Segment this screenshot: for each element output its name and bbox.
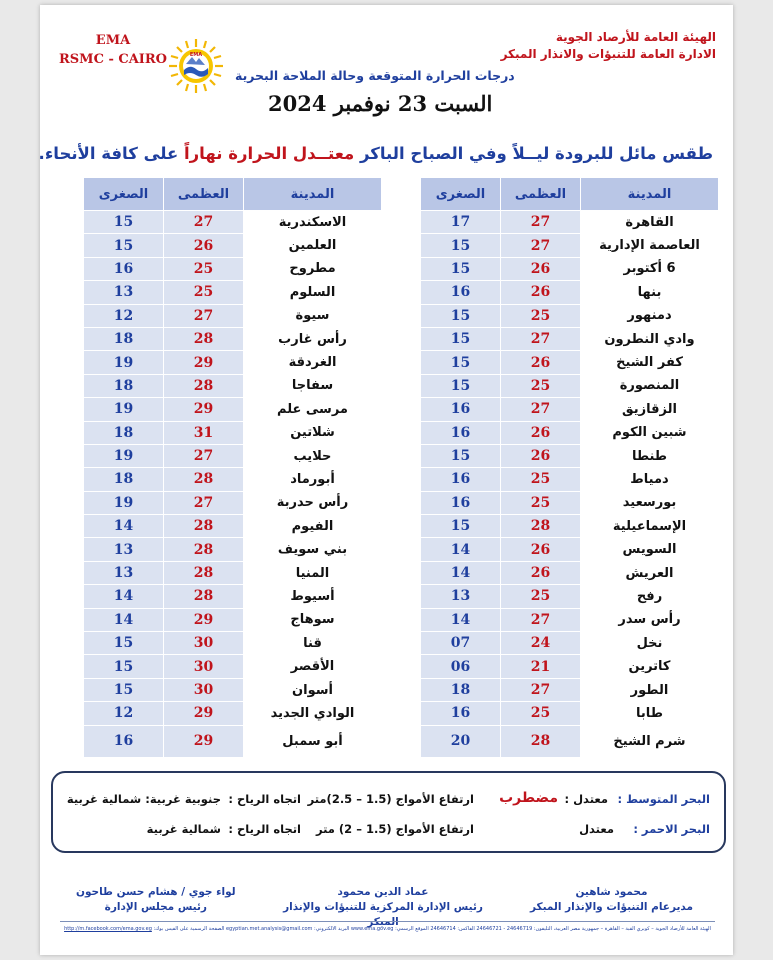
max-temp-cell: 27	[164, 304, 244, 327]
max-temp-cell: 27	[501, 234, 581, 257]
table-row	[421, 444, 719, 467]
max-temp-cell: 27	[501, 398, 581, 421]
max-temp-cell: 26	[501, 351, 581, 374]
max-temp-cell: 27	[164, 444, 244, 467]
table-row	[421, 608, 719, 631]
max-temp-cell: 29	[164, 725, 244, 757]
table-row	[421, 702, 719, 725]
table-row	[421, 327, 719, 350]
max-temp-cell: 30	[164, 655, 244, 678]
footer-contact	[60, 921, 715, 932]
min-temp-cell: 16	[421, 421, 501, 444]
min-temp-cell: 19	[84, 398, 164, 421]
table-row	[84, 257, 382, 280]
city-cell: القاهرة	[581, 211, 719, 234]
max-temp-cell: 27	[501, 211, 581, 234]
med-wind-label: اتجاه الرياح :	[228, 792, 301, 806]
summary-part-2: معتــدل الحرارة نهاراً	[184, 144, 355, 163]
min-temp-cell: 17	[421, 211, 501, 234]
table-row	[84, 468, 382, 491]
red-wind: شمالية غربية	[146, 822, 221, 836]
max-temp-cell: 26	[501, 257, 581, 280]
signature-left-name: لواء جوي / هشام حسن طاحون	[76, 886, 236, 898]
table-row	[84, 632, 382, 655]
red-state: معتدل	[579, 822, 614, 836]
city-cell: الطور	[581, 678, 719, 701]
table-row	[84, 398, 382, 421]
city-cell: الغردقة	[244, 351, 382, 374]
red-sea-line	[53, 822, 724, 844]
min-temp-cell: 16	[421, 491, 501, 514]
max-temp-cell: 26	[164, 234, 244, 257]
table-row	[84, 538, 382, 561]
min-temp-cell: 19	[84, 351, 164, 374]
city-cell: مرسى علم	[244, 398, 382, 421]
city-cell: الزقازيق	[581, 398, 719, 421]
forecast-sheet	[40, 5, 733, 955]
min-temp-cell: 16	[421, 398, 501, 421]
table-row	[421, 491, 719, 514]
city-cell: كاترين	[581, 655, 719, 678]
city-cell: سوهاج	[244, 608, 382, 631]
city-cell: قنا	[244, 632, 382, 655]
min-temp-cell: 15	[421, 327, 501, 350]
table-row	[84, 491, 382, 514]
min-temp-cell: 15	[84, 632, 164, 655]
table-row	[84, 561, 382, 584]
footer-address: الهيئة العامة للأرصاد الجوية – كوبري القبة – القاهرة – جمهورية مصر العربية، التليفون: 24646719 - 24646721 الفاكس: 24646714 الموقع الرسمي: www.ema.gov.eg البريد الالكتروني: egyptian.met.analysis@gmail.com الصفحة الرسمية على الفيس بوك:	[153, 926, 711, 932]
org-line-1: الهيئة العامة للأرصاد الجوية	[555, 30, 716, 44]
city-cell: أبورماد	[244, 468, 382, 491]
facebook-link[interactable]: http://m.facebook.com/ema.gov.eg	[64, 926, 152, 932]
signature-right-name: محمود شاهين	[575, 886, 648, 898]
min-temp-cell: 14	[84, 608, 164, 631]
table-row	[84, 725, 382, 757]
max-temp-cell: 27	[164, 211, 244, 234]
min-temp-cell: 15	[421, 351, 501, 374]
city-cell: بنها	[581, 281, 719, 304]
city-cell: رأس حدربة	[244, 491, 382, 514]
max-temp-cell: 28	[164, 327, 244, 350]
city-cell: رأس غارب	[244, 327, 382, 350]
table-row	[84, 444, 382, 467]
max-temp-cell: 21	[501, 655, 581, 678]
table-row	[421, 632, 719, 655]
min-temp-cell: 18	[421, 678, 501, 701]
min-temp-cell: 16	[84, 725, 164, 757]
table-row	[84, 211, 382, 234]
max-temp-cell: 28	[501, 515, 581, 538]
signature-right	[530, 885, 693, 915]
table-row	[84, 234, 382, 257]
min-temp-cell: 13	[421, 585, 501, 608]
city-cell: أسيوط	[244, 585, 382, 608]
table-row	[421, 515, 719, 538]
header-city: المدينة	[581, 178, 719, 211]
signature-center-title: رئيس الإدارة المركزية للتنبؤات والإنذار المبكر	[283, 901, 483, 928]
table-row	[421, 374, 719, 397]
city-cell: دمياط	[581, 468, 719, 491]
max-temp-cell: 25	[164, 281, 244, 304]
table-row	[84, 281, 382, 304]
max-temp-cell: 26	[501, 421, 581, 444]
min-temp-cell: 15	[421, 374, 501, 397]
summary-part-3: على كافة الأنحاء.	[38, 144, 185, 163]
header-min: الصغرى	[421, 178, 501, 211]
min-temp-cell: 16	[421, 468, 501, 491]
min-temp-cell: 15	[84, 234, 164, 257]
max-temp-cell: 28	[164, 585, 244, 608]
min-temp-cell: 18	[84, 327, 164, 350]
max-temp-cell: 29	[164, 608, 244, 631]
city-cell: طابا	[581, 702, 719, 725]
red-waves: ارتفاع الأمواج (1.5 – 2) متر	[315, 822, 474, 836]
min-temp-cell: 15	[84, 211, 164, 234]
max-temp-cell: 26	[501, 538, 581, 561]
city-cell: أبو سمبل	[244, 725, 382, 757]
min-temp-cell: 13	[84, 561, 164, 584]
ema-mark	[58, 31, 168, 69]
table-row	[421, 655, 719, 678]
city-cell: السلوم	[244, 281, 382, 304]
max-temp-cell: 27	[164, 491, 244, 514]
max-temp-cell: 28	[164, 374, 244, 397]
max-temp-cell: 28	[164, 515, 244, 538]
min-temp-cell: 14	[421, 561, 501, 584]
min-temp-cell: 14	[421, 538, 501, 561]
city-cell: 6 أكتوبر	[581, 257, 719, 280]
red-label: البحر الاحمر :	[633, 822, 710, 836]
city-cell: الاسكندرية	[244, 211, 382, 234]
max-temp-cell: 28	[164, 468, 244, 491]
summary-part-1: طقس مائل للبرودة ليــلاً وفي الصباح الباكر	[354, 144, 713, 163]
signature-right-title: مديرعام التنبؤات والإنذار المبكر	[529, 901, 693, 913]
city-cell: دمنهور	[581, 304, 719, 327]
max-temp-cell: 25	[501, 702, 581, 725]
city-cell: بورسعيد	[581, 491, 719, 514]
table-row	[421, 304, 719, 327]
min-temp-cell: 13	[84, 538, 164, 561]
city-cell: وادي النطرون	[581, 327, 719, 350]
city-cell: أسوان	[244, 678, 382, 701]
max-temp-cell: 27	[501, 327, 581, 350]
min-temp-cell: 15	[421, 444, 501, 467]
max-temp-cell: 30	[164, 678, 244, 701]
table-row	[421, 351, 719, 374]
city-cell: كفر الشيخ	[581, 351, 719, 374]
min-temp-cell: 19	[84, 491, 164, 514]
city-cell: حلايب	[244, 444, 382, 467]
min-temp-cell: 16	[84, 257, 164, 280]
max-temp-cell: 25	[501, 468, 581, 491]
min-temp-cell: 12	[84, 702, 164, 725]
med-wind: جنوبية غربية: شمالية غربية	[66, 792, 221, 806]
header-min: الصغرى	[84, 178, 164, 211]
table-row	[84, 608, 382, 631]
max-temp-cell: 29	[164, 702, 244, 725]
max-temp-cell: 26	[501, 561, 581, 584]
max-temp-cell: 27	[501, 678, 581, 701]
max-temp-cell: 25	[164, 257, 244, 280]
max-temp-cell: 29	[164, 398, 244, 421]
med-waves: ارتفاع الأمواج (1.5 – 2.5)متر	[307, 792, 474, 806]
table-row	[84, 374, 382, 397]
org-line-2: الادارة العامة للتنبؤات والانذار المبكر	[500, 47, 716, 61]
min-temp-cell: 15	[84, 655, 164, 678]
min-temp-cell: 18	[84, 374, 164, 397]
med-state: معتدل :	[564, 792, 608, 806]
city-cell: شرم الشيخ	[581, 725, 719, 757]
city-cell: طنطا	[581, 444, 719, 467]
signature-center-name: عماد الدين محمود	[337, 886, 429, 898]
table-row	[421, 538, 719, 561]
city-cell: الفيوم	[244, 515, 382, 538]
table-row	[84, 655, 382, 678]
max-temp-cell: 26	[501, 444, 581, 467]
min-temp-cell: 16	[421, 702, 501, 725]
city-cell: المنيا	[244, 561, 382, 584]
city-cell: السويس	[581, 538, 719, 561]
organization-name	[501, 29, 716, 63]
max-temp-cell: 28	[164, 561, 244, 584]
min-temp-cell: 12	[84, 304, 164, 327]
max-temp-cell: 29	[164, 351, 244, 374]
min-temp-cell: 14	[84, 515, 164, 538]
city-cell: رفح	[581, 585, 719, 608]
table-row	[421, 281, 719, 304]
table-row	[84, 421, 382, 444]
min-temp-cell: 19	[84, 444, 164, 467]
signature-left	[76, 885, 236, 915]
table-row	[421, 585, 719, 608]
temperature-table-right	[420, 177, 719, 758]
max-temp-cell: 27	[501, 608, 581, 631]
document-subtitle: درجات الحرارة المتوقعة وحالة الملاحة البحرية	[235, 68, 515, 83]
max-temp-cell: 30	[164, 632, 244, 655]
max-temp-cell: 25	[501, 304, 581, 327]
med-state-2: مضطرب	[499, 790, 558, 806]
city-cell: العلمين	[244, 234, 382, 257]
city-cell: المنصورة	[581, 374, 719, 397]
max-temp-cell: 24	[501, 632, 581, 655]
table-row	[421, 421, 719, 444]
max-temp-cell: 31	[164, 421, 244, 444]
table-row	[84, 327, 382, 350]
table-row	[84, 304, 382, 327]
min-temp-cell: 15	[84, 678, 164, 701]
min-temp-cell: 18	[84, 468, 164, 491]
marine-conditions	[51, 771, 726, 853]
city-cell: العاصمة الإدارية	[581, 234, 719, 257]
red-wind-label: اتجاه الرياح :	[228, 822, 301, 836]
ema-sun-logo-icon	[168, 38, 224, 94]
min-temp-cell: 14	[84, 585, 164, 608]
ema-label: EMA	[95, 33, 131, 48]
city-cell: شبين الكوم	[581, 421, 719, 444]
min-temp-cell: 15	[421, 304, 501, 327]
max-temp-cell: 28	[501, 725, 581, 757]
table-row	[84, 515, 382, 538]
med-label: البحر المتوسط :	[617, 792, 710, 806]
table-row	[421, 468, 719, 491]
signature-left-title: رئيس مجلس الإدارة	[104, 901, 207, 913]
min-temp-cell: 07	[421, 632, 501, 655]
table-row	[421, 211, 719, 234]
min-temp-cell: 15	[421, 257, 501, 280]
city-cell: الإسماعيلية	[581, 515, 719, 538]
min-temp-cell: 16	[421, 281, 501, 304]
table-row	[421, 678, 719, 701]
table-row	[84, 678, 382, 701]
max-temp-cell: 25	[501, 585, 581, 608]
rsmc-label: RSMC - CAIRO	[58, 52, 168, 67]
min-temp-cell: 15	[421, 234, 501, 257]
max-temp-cell: 25	[501, 491, 581, 514]
header-max: العظمى	[501, 178, 581, 211]
city-cell: شلاتين	[244, 421, 382, 444]
weather-summary	[39, 144, 713, 163]
city-cell: سيوة	[244, 304, 382, 327]
city-cell: نخل	[581, 632, 719, 655]
table-row	[84, 351, 382, 374]
mediterranean-line	[53, 792, 724, 814]
min-temp-cell: 20	[421, 725, 501, 757]
min-temp-cell: 15	[421, 515, 501, 538]
max-temp-cell: 28	[164, 538, 244, 561]
city-cell: رأس سدر	[581, 608, 719, 631]
table-row	[84, 585, 382, 608]
max-temp-cell: 26	[501, 281, 581, 304]
table-row	[421, 257, 719, 280]
city-cell: سفاجا	[244, 374, 382, 397]
min-temp-cell: 13	[84, 281, 164, 304]
city-cell: العريش	[581, 561, 719, 584]
min-temp-cell: 14	[421, 608, 501, 631]
city-cell: مطروح	[244, 257, 382, 280]
city-cell: الأقصر	[244, 655, 382, 678]
min-temp-cell: 18	[84, 421, 164, 444]
min-temp-cell: 06	[421, 655, 501, 678]
max-temp-cell: 25	[501, 374, 581, 397]
forecast-date: السبت 23 نوفمبر 2024	[268, 91, 493, 116]
city-cell: الوادي الجديد	[244, 702, 382, 725]
header-max: العظمى	[164, 178, 244, 211]
table-row	[421, 561, 719, 584]
table-row	[421, 398, 719, 421]
table-row	[421, 234, 719, 257]
city-cell: بني سويف	[244, 538, 382, 561]
svg-text:EMA: EMA	[189, 52, 203, 58]
table-row	[84, 702, 382, 725]
temperature-table-left	[83, 177, 382, 758]
header-city: المدينة	[244, 178, 382, 211]
table-row	[421, 725, 719, 757]
